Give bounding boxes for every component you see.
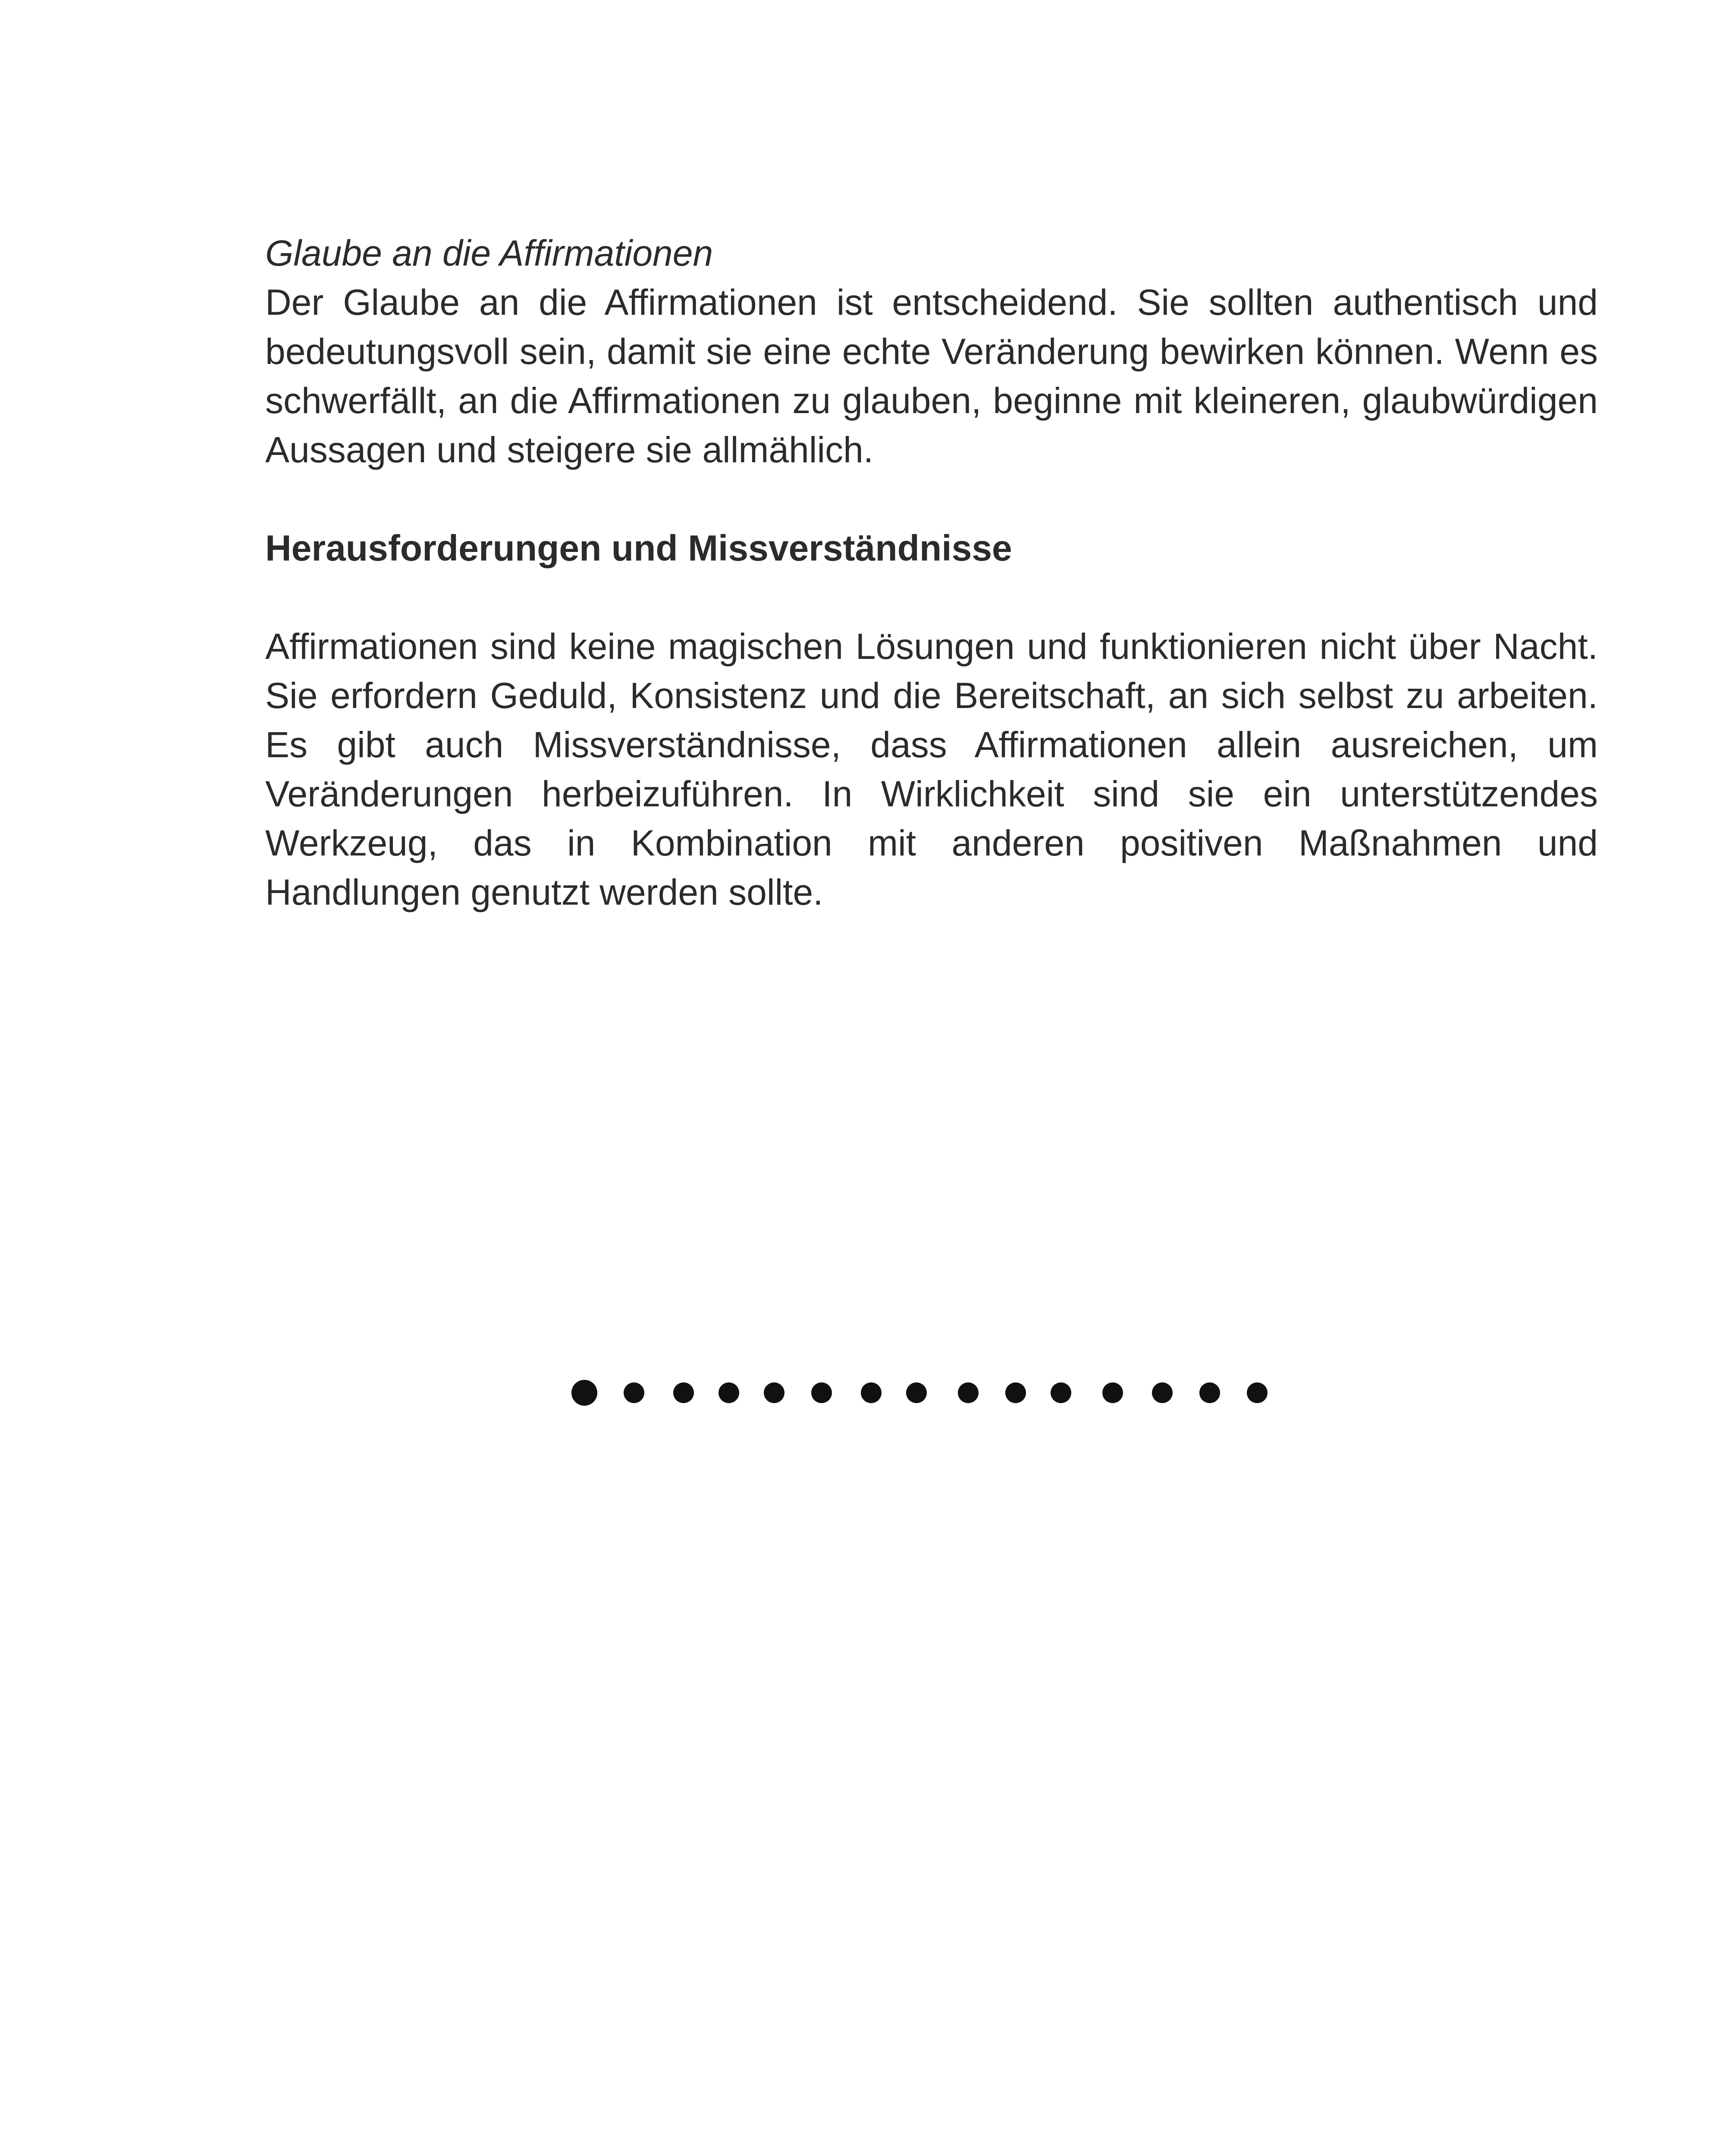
divider-dot [1005, 1382, 1026, 1403]
section-heading-herausforderungen: Herausforderungen und Missverständnisse [265, 528, 1012, 568]
subheading-glaube: Glaube an die Affirmationen [265, 233, 713, 273]
divider-dot [861, 1382, 882, 1403]
divider-dot [811, 1382, 832, 1403]
divider-dot [1102, 1382, 1123, 1403]
divider-dot [906, 1382, 927, 1403]
divider-dot [1199, 1382, 1220, 1403]
divider-dot [958, 1382, 979, 1403]
divider-dot [624, 1382, 644, 1403]
divider-dot [1247, 1382, 1268, 1403]
paragraph-glaube: Der Glaube an die Affirmationen ist entscheidend. Sie sollten authentisch und bedeutungsvoll sein, damit sie eine echte Veränderung bewirken können. Wenn es schwerfällt, an die Affirmationen zu glauben, beginne mit kleineren, glaubwürdigen Aussagen und steigere sie allmählich. [265, 282, 1598, 470]
divider-dot [1152, 1382, 1173, 1403]
divider-dot [719, 1382, 739, 1403]
dotted-divider [565, 1378, 1298, 1408]
paragraph-herausforderungen: Affirmationen sind keine magischen Lösungen und funktionieren nicht über Nacht. Sie erfordern Geduld, Konsistenz und die Bereitschaft, an sich selbst zu arbeiten. Es gibt auch Missverständnisse, dass Affirmationen allein ausreichen, um Veränderungen herbeizuführen. In Wirklichkeit sind sie ein unterstützendes Werkzeug, das in Kombination mit anderen positiven Maßnahmen und Handlungen genutzt werden sollte. [265, 626, 1598, 912]
divider-dot [571, 1380, 597, 1406]
divider-dot [673, 1382, 694, 1403]
content-area [265, 229, 1598, 917]
divider-dot [764, 1382, 784, 1403]
divider-dot [1051, 1382, 1071, 1403]
